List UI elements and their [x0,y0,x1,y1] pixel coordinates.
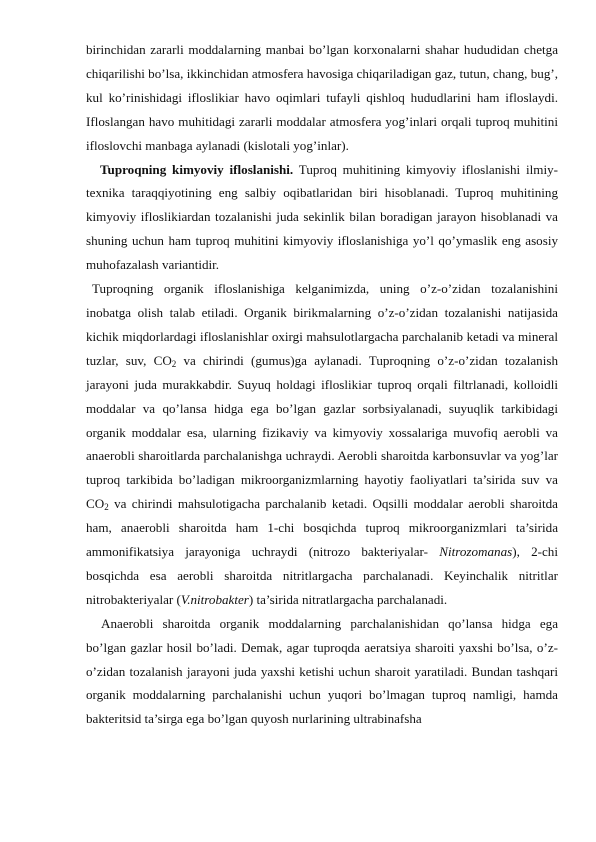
italic-term: Nitrozomanas [439,544,513,560]
paragraph-organic-pollution [86,277,558,612]
subscript: 2 [171,358,177,369]
text-run: va chirindi (gumus)ga aylanadi. Tuproqning o’z-o’zidan tozalanish jarayoni juda murakkabdir. Suyuq holdagi ifloslikiar tuproq orqali filtrlanadi, kolloidli moddalar va qo’lansa hidga ega bo’lgan gazlar sorbsiyalanadi, suyuqlik tarkibidagi organik moddalar esa, ularning fizikaviy va kimyoviy xossalariga muvofiq aerobli va anaerobli sharoitlarda parchalanishga uchraydi. Aerobli sharoitda karbonsuvlar va yog’lar tuproq tarkibida bo’ladigan mikroorganizmlarning hayotiy faoliyatlari ta’sirida suv va CO [86,352,558,512]
paragraph-air-pollution: birinchidan zararli moddalarning manbai bo’lgan korxonalarni shahar hududidan chetga chiqarilishi bo’lsa, ikkinchidan atmosfera havosiga chiqariladigan gaz, tutun, chang, bug’, kul ko’rinishidagi ifloslikiar havo oqimlari tufayli qishloq hududlarini ham ifloslaydi. Ifloslangan havo muhitidagi zararli moddalar atmosfera yog’inlari orqali tuproq muhitini ifloslovchi manbaga aylanadi (kislotali yog’inlar). [86,42,558,153]
text-run: ), 2-chi bosqichda esa aerobli sharoitda nitritlargacha parchalanadi. Keyinchalik nitritlar nitrobakteriyalar ( [86,544,558,607]
text-run: va chirindi mahsulotigacha parchalanib ketadi. Oqsilli moddalar aerobli sharoitda ham, anaerobli sharoitda ham 1-chi bosqichda tuproq mikroorganizmlari ta’sirida ammonifikatsiya jarayoniga uchraydi (nitrozo bakteriyalar- [86,496,558,560]
paragraph-chemical-pollution [86,158,558,278]
italic-term: V.nitrobakter [180,591,249,607]
section-heading: Tuproqning kimyoviy ifloslanishi. [100,161,294,177]
text-run: Tuproqning organik ifloslanishiga kelganimizda, uning o’z-o’zidan tozalanishini inobatga olish talab etiladi. Organik birikmalarning o’z-o’zidan tozalanishi natijasida kichik miqdorlardagi ifloslanishlar oxirgi mahsulotlargacha parchalanib ketadi va mineral tuzlar, suv, CO [86,281,558,368]
text-run: ) ta’sirida nitratlargacha parchalanadi. [248,591,448,607]
subscript: 2 [104,502,109,513]
paragraph-anaerobic: Anaerobli sharoitda organik moddalarning parchalanishidan qo’lansa hidga ega bo’lgan gazlar hosil bo’ladi. Demak, agar tuproqda aeratsiya sharoiti yaxshi bo’lsa, o’z-o’zidan tozalanish jarayoni juda yaxshi ketishi uchun sharoit yaratiladi. Bundan tashqari organik moddalarning parchalanishi uchun yuqori bo’lmagan tuproq namligi, hamda bakteritsid ta’sirga ega bo’lgan quyosh nurlarining ultrabinafsha [86,615,558,727]
paragraph-chemical-pollution-text: Tuproq muhitining kimyoviy ifloslanishi ilmiy-texnika taraqqiyotining eng salbiy oqibatlaridan biri hisoblanadi. Tuproq muhitining kimyoviy ifloslikiardan tozalanishi juda sekinlik bilan boradigan jarayon hisoblanadi va shuning uchun ham tuproq muhitini kimyoviy ifloslanishiga yo’l qo’ymaslik eng asosiy muhofazalash variantidir. [86,161,558,273]
